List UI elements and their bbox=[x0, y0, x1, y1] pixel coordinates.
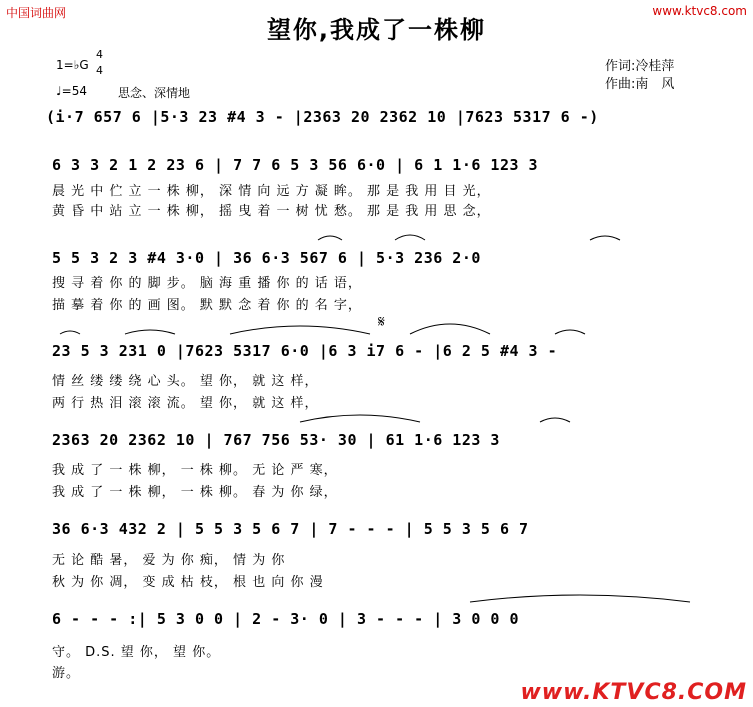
notation-row-5: 36 6·3 432 2 | 5 5 3 5 6 7 | 7 - - - | 5 5 3 5 6 7 bbox=[52, 520, 529, 538]
composer-credit: 作曲:南 风 bbox=[605, 77, 675, 92]
mood-marking: 思念、深情地 bbox=[118, 86, 191, 100]
tempo-marking: ♩=54 bbox=[56, 84, 87, 98]
slur-mark bbox=[540, 418, 570, 422]
segno-sign: 𝄋 bbox=[378, 312, 385, 331]
key-signature: 1=♭G bbox=[56, 58, 89, 72]
slur-mark bbox=[590, 236, 620, 240]
lyric-line-4a: 我 成 了 一 株 柳， 一 株 柳。 无 论 严 寒， bbox=[52, 463, 338, 478]
notation-row-intro: (i·7 657 6 |5·3 23 #4 3 - |2363 20 2362 10 |7623 5317 6 -) bbox=[46, 108, 599, 126]
slur-mark bbox=[125, 330, 175, 334]
slur-mark bbox=[555, 330, 585, 334]
lyric-line-2a: 搜 寻 着 你 的 脚 步。 脑 海 重 播 你 的 话 语， bbox=[52, 276, 362, 291]
lyric-line-1b: 黄 昏 中 站 立 一 株 柳， 摇 曳 着 一 树 忧 愁。 那 是 我 用 思 念， bbox=[52, 204, 491, 219]
notation-row-3: 23 5 3 231 0 |7623 5317 6·0 |6 3 i7 6 - |6 2 5 #4 3 - bbox=[52, 342, 558, 360]
song-title: 望你,我成了一株柳 bbox=[266, 16, 487, 44]
slur-mark bbox=[395, 235, 425, 240]
notation-row-6: 6 - - - :| 5 3 0 0 | 2 - 3· 0 | 3 - - - | 3 0 0 0 bbox=[52, 610, 520, 628]
slur-mark bbox=[300, 415, 420, 422]
slur-mark bbox=[230, 326, 370, 334]
lyric-line-6a: 守。 D.S. 望 你， 望 你。 bbox=[52, 645, 221, 660]
slur-mark bbox=[410, 324, 490, 334]
watermark-logo: www.KTVC8.COM bbox=[520, 680, 747, 705]
lyricist-credit: 作词:冷桂萍 bbox=[605, 59, 675, 74]
notation-row-1: 6 3 3 2 1 2 23 6 | 7 7 6 5 3 56 6·0 | 6 1 1·6 123 3 bbox=[52, 156, 539, 174]
notation-row-4: 2363 20 2362 10 | 767 756 53· 30 | 61 1·6 123 3 bbox=[52, 431, 500, 449]
notation-row-2: 5 5 3 2 3 #4 3·0 | 36 6·3 567 6 | 5·3 236 2·0 bbox=[52, 249, 481, 267]
slur-mark bbox=[60, 331, 80, 334]
lyric-line-5a: 无 论 酷 暑， 爱 为 你 痴， 情 为 你 bbox=[52, 553, 286, 568]
time-signature-numerator: 4 bbox=[96, 48, 103, 61]
slur-mark bbox=[318, 236, 342, 240]
lyric-line-3a: 情 丝 缕 缕 绕 心 头。 望 你， 就 这 样， bbox=[52, 374, 319, 389]
slur-mark bbox=[470, 595, 690, 602]
lyric-line-6b: 游。 bbox=[52, 666, 81, 681]
lyric-line-3b: 两 行 热 泪 滚 滚 流。 望 你， 就 这 样， bbox=[52, 396, 319, 411]
lyric-line-1a: 晨 光 中 伫 立 一 株 柳， 深 情 向 远 方 凝 眸。 那 是 我 用 目 光， bbox=[52, 184, 491, 199]
site-name-left: 中国词曲网 bbox=[6, 6, 67, 20]
time-signature-denominator: 4 bbox=[96, 64, 103, 77]
lyric-line-2b: 描 摹 着 你 的 画 图。 默 默 念 着 你 的 名 字， bbox=[52, 298, 362, 313]
lyric-line-5b: 秋 为 你 凋， 变 成 枯 枝， 根 也 向 你 漫 bbox=[52, 575, 324, 590]
lyric-line-4b: 我 成 了 一 株 柳， 一 株 柳。 春 为 你 绿， bbox=[52, 485, 338, 500]
site-url-right: www.ktvc8.com bbox=[652, 4, 747, 18]
